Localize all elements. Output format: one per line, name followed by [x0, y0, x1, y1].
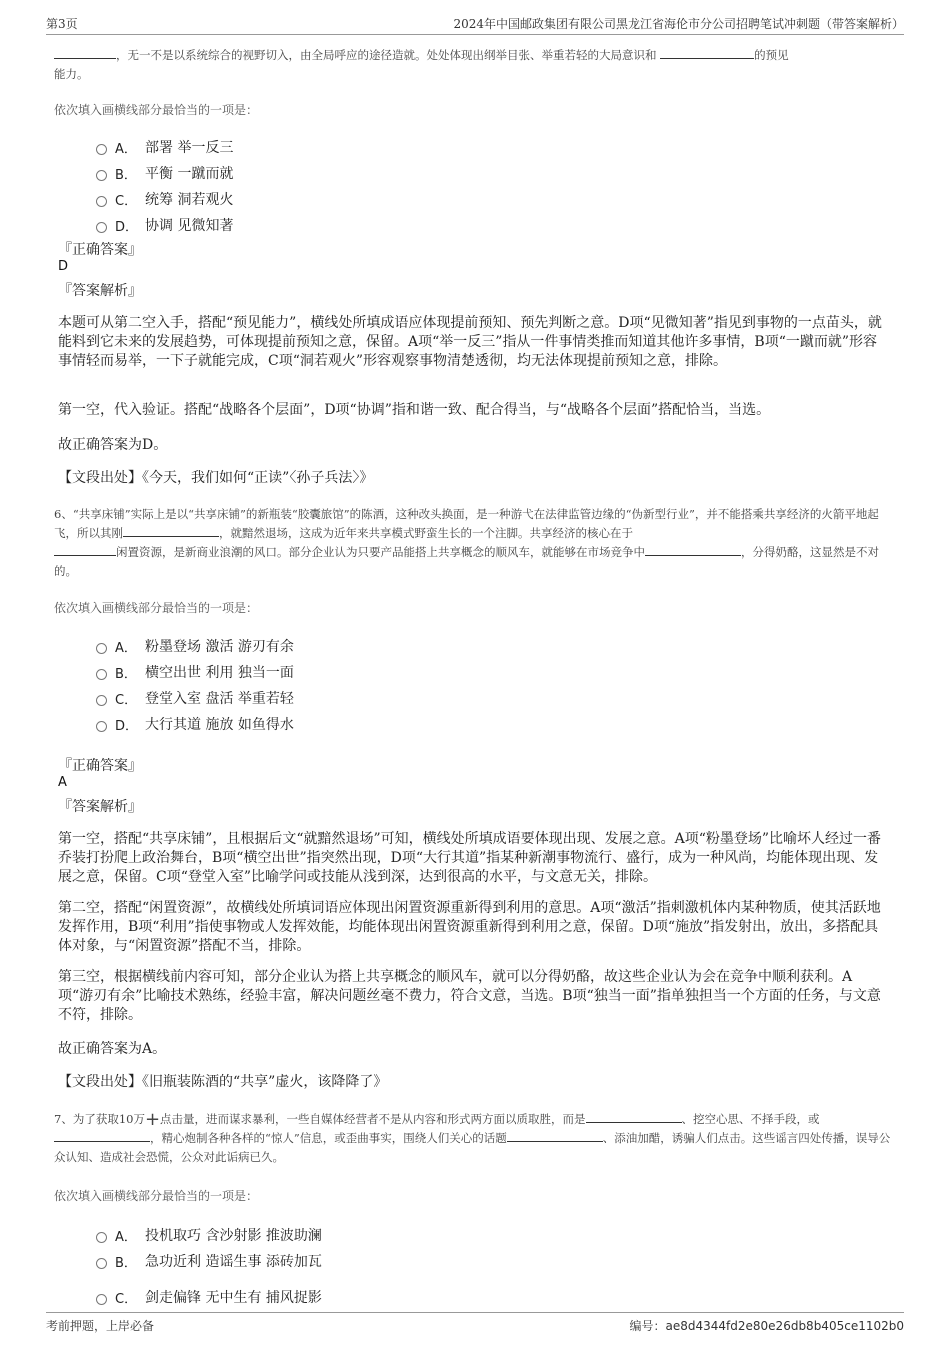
q5-prompt: 依次填入画横线部分最恰当的一项是： [54, 103, 259, 117]
option-d[interactable]: D． 大行其道 施放 如鱼得水 [96, 711, 294, 737]
source-citation: 【文段出处】《旧瓶装陈酒的“共享”虚火，该降降了》 [58, 1074, 388, 1090]
analysis-label: 『答案解析』 [58, 283, 142, 299]
analysis-paragraph: 本题可从第二空入手，搭配“预见能力”，横线处所填成语应体现提前预知、预先判断之意。D项“见微知著”指见到事物的一点苗头，就能料到它未来的发展趋势，可体现提前预知之意，保留。A项“举一反三”指从一件事情类推而知道其他许多事情，B项“一蹴而就”形容事情轻而易举，一下子就能完成，C项“洞若观火”形容观察事物清楚透彻，均无法体现提前预知之意，排除。 [58, 315, 882, 369]
option-a[interactable]: A． 粉墨登场 激活 游刃有余 [96, 633, 294, 659]
radio-icon[interactable] [96, 170, 107, 181]
radio-icon[interactable] [96, 144, 107, 155]
analysis-paragraph: 第三空，根据横线前内容可知，部分企业认为搭上共享概念的顺风车，就可以分得奶酪，故这些企业认为会在竞争中顺利获利。A项“游刃有余”比喻技术熟练，经验丰富，解决问题丝毫不费力，符合文意，当选。B项“独当一面”指单独担当一个方面的任务，与文意不符，排除。 [58, 969, 881, 1023]
option-b[interactable]: B． 横空出世 利用 独当一面 [96, 659, 294, 685]
document-code: 编号：ae8d4344fd2e80e26db8b405ce1102b0 [629, 1319, 904, 1333]
analysis-conclusion: 故正确答案为A。 [58, 1041, 167, 1057]
option-c[interactable]: C． 登堂入室 盘活 举重若轻 [96, 685, 294, 711]
option-c[interactable]: C． 剑走偏锋 无中生有 捕风捉影 [96, 1284, 322, 1310]
q7-options [96, 1222, 322, 1310]
page-number: 第3页 [46, 17, 78, 31]
q6-options [96, 633, 294, 737]
option-b[interactable]: B． 平衡 一蹴而就 [96, 160, 233, 186]
q7-stem: 7、为了获取10万+点击量，进而谋求暴利，一些自媒体经营者不是从内容和形式两方面以质取胜，而是 、挖空心思、不择手段，或，精心炮制各种各样的“惊人”信息，或歪曲事实，围绕人们关心的话题 、添油加醋，诱骗人们点击。这些谣言四处传播，误导公众认知、造成社会恐慌，公众对此诟病已久。 [54, 1109, 891, 1164]
page-header [46, 14, 904, 35]
option-b[interactable]: B． 急功近利 造谣生事 添砖加瓦 [96, 1248, 322, 1274]
q6-stem: 6、“共享床铺”实际上是以“共享床铺”的新瓶装“胶囊旅馆”的陈酒，这种改头换面，是一种游弋在法律监管边缘的“伪新型行业”，并不能搭乘共享经济的火箭平地起飞，所以其刚 ，就黯然退场，这成为近年来共享模式野蛮生长的一个注脚。共享经济的核心在于 闲置资源，是新商业浪潮的风口。部分企业认为只要产品能搭上共享概念的顺风车，就能够在市场竞争中 ，分得奶酪，这显然是不对的。 [54, 507, 879, 578]
correct-answer: A [58, 775, 67, 790]
fill-blank [54, 543, 116, 556]
option-a[interactable]: A． 投机取巧 含沙射影 推波助澜 [96, 1222, 322, 1248]
fill-blank [54, 1129, 150, 1142]
option-a[interactable]: A． 部署 举一反三 [96, 134, 233, 160]
footer-slogan: 考前押题，上岸必备 [46, 1319, 155, 1333]
analysis-conclusion: 故正确答案为D。 [58, 437, 168, 453]
answer-label: 『正确答案』 [58, 242, 142, 258]
q6-prompt: 依次填入画横线部分最恰当的一项是： [54, 601, 259, 615]
page-footer [46, 1312, 904, 1337]
fill-blank [586, 1110, 682, 1123]
radio-icon[interactable] [96, 695, 107, 706]
answer-label: 『正确答案』 [58, 758, 142, 774]
q5-options [96, 134, 233, 238]
radio-icon[interactable] [96, 1232, 107, 1243]
fill-blank [645, 543, 741, 556]
fill-blank [123, 524, 219, 537]
radio-icon[interactable] [96, 721, 107, 732]
radio-icon[interactable] [96, 1258, 107, 1269]
analysis-paragraph: 第一空，代入验证。搭配“战略各个层面”，D项“协调”指和谐一致、配合得当，与“战略各个层面”搭配恰当，当选。 [58, 402, 771, 418]
q7-prompt: 依次填入画横线部分最恰当的一项是： [54, 1189, 259, 1203]
analysis-label: 『答案解析』 [58, 799, 142, 815]
option-c[interactable]: C． 统筹 洞若观火 [96, 186, 233, 212]
analysis-paragraph: 第二空，搭配“闲置资源”，故横线处所填词语应体现出闲置资源重新得到利用的意思。A项“激活”指刺激机体内某种物质，使其活跃地发挥作用，B项“利用”指使事物或人发挥效能，均能体现出闲置资源重新得到利用之意，保留。D项“施放”指发射出，放出，多搭配具体对象，与“闲置资源”搭配不当，排除。 [58, 900, 881, 954]
correct-answer: D [58, 259, 69, 274]
document-title: 2024年中国邮政集团有限公司黑龙江省海伦市分公司招聘笔试冲刺题（带答案解析） [453, 17, 904, 31]
radio-icon[interactable] [96, 669, 107, 680]
analysis-paragraph: 第一空，搭配“共享床铺”，且根据后文“就黯然退场”可知，横线处所填成语要体现出现、发展之意。A项“粉墨登场”比喻坏人经过一番乔装打扮爬上政治舞台，B项“横空出世”指突然出现，D项“大行其道”指某种新潮事物流行、盛行，成为一种风尚，均能体现出现、发展之意，保留。C项“登堂入室”比喻学问或技能从浅到深，达到很高的水平，与文意无关，排除。 [58, 831, 882, 885]
radio-icon[interactable] [96, 643, 107, 654]
source-citation: 【文段出处】《今天，我们如何“正读”〈孙子兵法〉》 [58, 470, 374, 486]
radio-icon[interactable] [96, 1294, 107, 1305]
q5-stem: ，无一不是以系统综合的视野切入，由全局呼应的途径造就。处处体现出纲举目张、举重若轻的大局意识和 的预见 能力。 [54, 48, 789, 81]
radio-icon[interactable] [96, 222, 107, 233]
fill-blank [660, 46, 754, 59]
fill-blank [507, 1129, 603, 1142]
radio-icon[interactable] [96, 196, 107, 207]
fill-blank [54, 46, 116, 59]
plus-mark: + [144, 1109, 161, 1130]
option-d[interactable]: D． 协调 见微知著 [96, 212, 233, 238]
